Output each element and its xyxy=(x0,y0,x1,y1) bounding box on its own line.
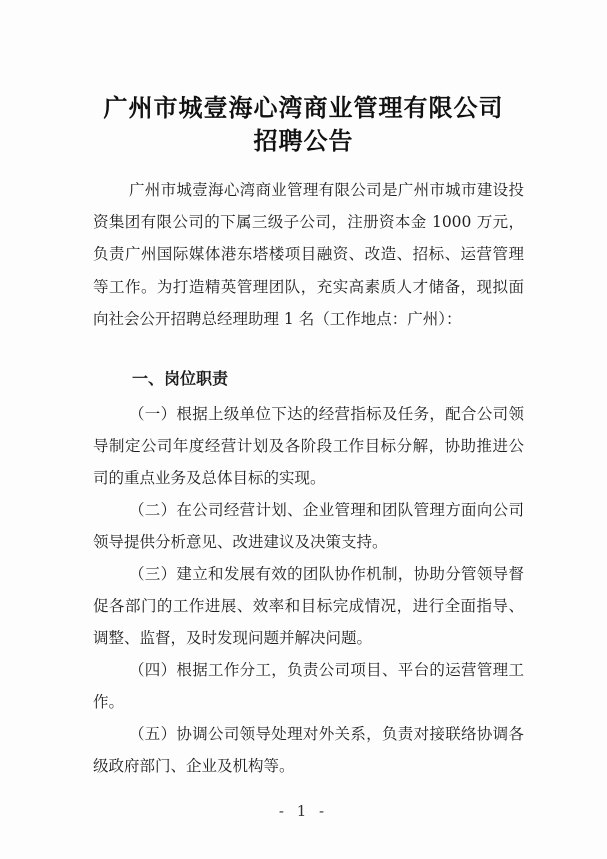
section-heading-job-duties: 一、岗位职责 xyxy=(132,369,229,388)
intro-paragraph: 广州市城壹海心湾商业管理有限公司是广州市城市建设投资集团有限公司的下属三级子公司，注册资本金 1000 万元，负责广州国际媒体港东塔楼项目融资、改造、招标、运营管理等工作。为打造精英管理团队，充实高素质人才储备，现拟面向社会公开招聘总经理助理 1 名（工作地点：广州）： xyxy=(93,181,524,328)
duty-item-3: （三）建立和发展有效的团队协作机制，协助分管领导督促各部门的工作进展、效率和目标完成情况，进行全面指导、调整、监督，及时发现问题并解决问题。 xyxy=(93,565,524,648)
page-number: - 1 - xyxy=(278,802,329,820)
duty-item-5: （五）协调公司领导处理对外关系，负责对接联络协调各级政府部门、企业及机构等。 xyxy=(93,725,524,776)
duty-item-1: （一）根据上级单位下达的经营指标及任务，配合公司领导制定公司年度经营计划及各阶段工作目标分解，协助推进公司的重点业务及总体目标的实现。 xyxy=(93,405,524,488)
document-subtitle: 招聘公告 xyxy=(253,126,354,155)
document-title: 广州市城壹海心湾商业管理有限公司 xyxy=(103,93,504,122)
duty-item-2: （二）在公司经营计划、企业管理和团队管理方面向公司领导提供分析意见、改进建议及决策支持。 xyxy=(93,501,524,552)
duty-item-4: （四）根据工作分工，负责公司项目、平台的运营管理工作。 xyxy=(93,661,524,712)
